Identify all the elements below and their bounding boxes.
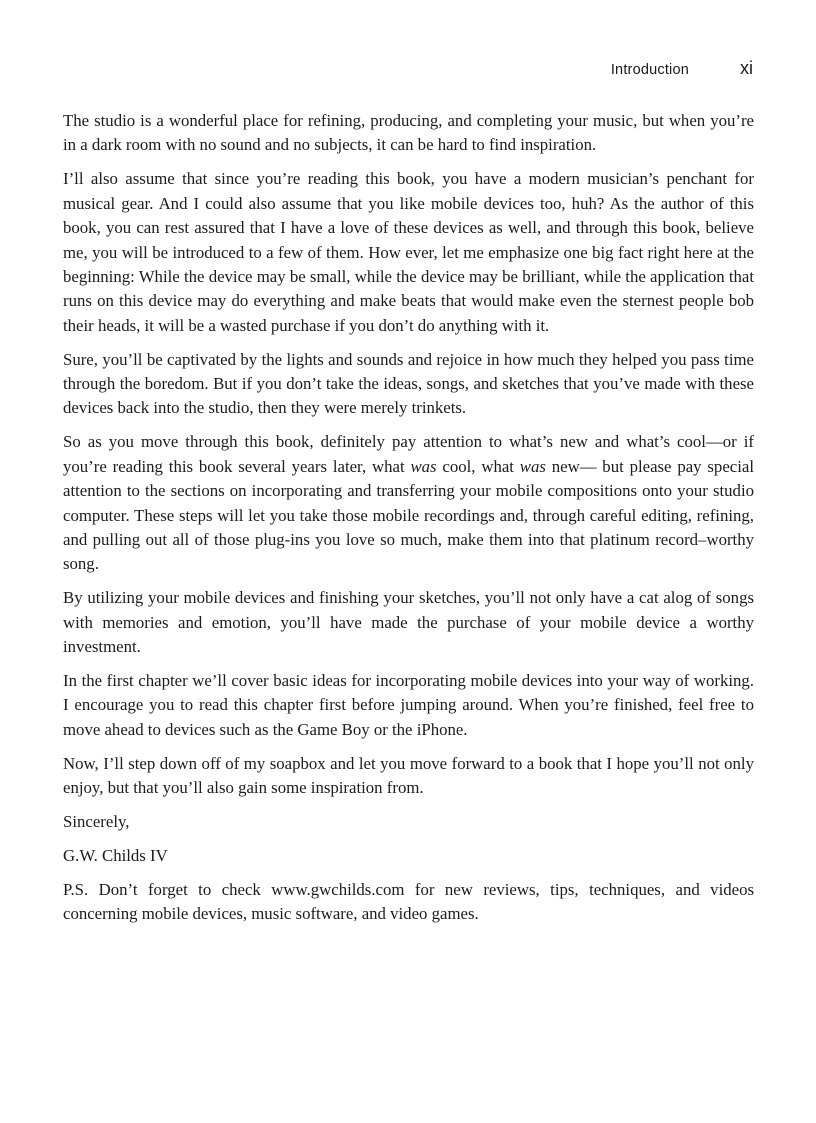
- paragraph-text: cool, what: [436, 456, 520, 476]
- paragraph-utilizing: By utilizing your mobile devices and finishing your sketches, you’ll not only have a cat alog of songs with memories and emotion, you’ll have made the purchase of your mobile device a worthy investment.: [63, 588, 754, 657]
- emphasis-was: was: [410, 456, 437, 476]
- closing-salutation: Sincerely,: [63, 812, 130, 832]
- paragraph-text: new— but please pay special attention to the sections on incorporating and transferring your mobile compositions onto your studio computer. These steps will let you take those mobile recordings and, through careful editing, refining, and pulling out all of those plug-ins you love so much, make them into that platinum record–worthy song.: [63, 456, 754, 574]
- paragraph-first-chapter: In the first chapter we’ll cover basic ideas for incorporating mobile devices into your way of working. I encourage you to read this chapter first before jumping around. When you’re finished, feel free to move ahead to devices such as the Game Boy or the iPhone.: [63, 671, 754, 739]
- body-text: [63, 109, 754, 936]
- paragraph-studio: The studio is a wonderful place for refining, producing, and completing your music, but when you’re in a dark room with no sound and no subjects, it can be hard to find inspiration.: [63, 111, 754, 155]
- running-head-section: Introduction: [610, 62, 689, 78]
- emphasis-was: was: [519, 456, 546, 476]
- paragraph-soapbox: Now, I’ll step down off of my soapbox and let you move forward to a book that I hope you’ll not only enjoy, but that you’ll also gain some inspiration from.: [63, 753, 754, 798]
- paragraph-gear: I’ll also assume that since you’re reading this book, you have a modern musician’s penchant for musical gear. And I could also assume that you like mobile devices too, huh? As the author of this book, you can rest assured that I have a love of these devices as well, and through this book, believe me, you will be introduced to a few of them. How ever, let me emphasize one big fact right here at the beginning: While the device may be small, while the device may be brilliant, while the application that runs on this device may do everything and make beats that would make even the sternest people bob their heads, it will be a wasted purchase if you don’t do anything with it.: [63, 169, 754, 335]
- running-head: [63, 58, 753, 82]
- paragraph-captivated: Sure, you’ll be captivated by the lights and sounds and rejoice in how much they helped you pass time through the boredom. But if you don’t take the ideas, songs, and sketches that you’ve made with these devices back into the studio, then they were merely trinkets.: [63, 349, 754, 418]
- author-signature: G.W. Childs IV: [63, 845, 168, 865]
- paragraph-text: So as you move through this book, definitely pay attention to what’s new and what’s cool—or if you’re reading this book several years later, what: [63, 432, 754, 476]
- postscript: P.S. Don’t forget to check www.gwchilds.com for new reviews, tips, techniques, and videos concerning mobile devices, music software, and video games.: [63, 879, 754, 924]
- page-number: xi: [740, 58, 753, 78]
- paragraph-pay-attention: [63, 430, 754, 576]
